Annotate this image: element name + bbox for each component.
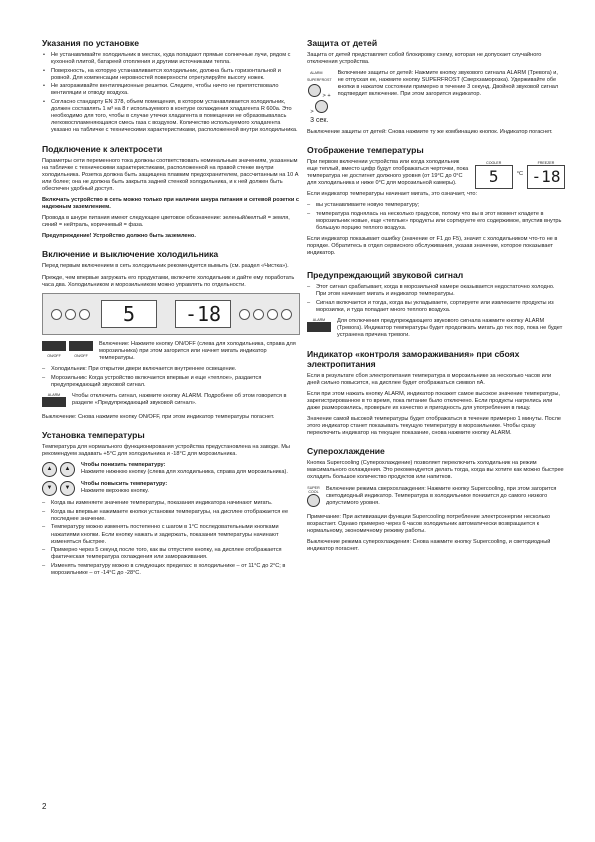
list-item: – Этот сигнал срабатывает, когда в морозильной камере оказывается недостаточно холодно. При этом начинает мигать и индикатор температуры. [307, 284, 565, 298]
list-item: – Примерно через 5 секунд после того, как вы отпустите кнопку, на дисплее отображается фактическая температура охлаждения или замораживания. [42, 547, 300, 561]
control-panel-illustration [42, 293, 300, 335]
alarm-button-icon: ALARM [307, 318, 331, 335]
child-row [307, 70, 565, 124]
supercool-section [307, 446, 565, 553]
child-off-text: Выключение защиты от детей: Снова нажмите ту же комбинацию кнопок. Индикатор погаснет. [307, 128, 553, 135]
list-item: – Сигнал включается и тогда, когда вы укладываете, сортируете или извлекаете продукты из морозилки, и туда попадает много теплого воздуха. [307, 300, 565, 314]
list-item: – Изменять температуру можно в следующих пределах: в холодильнике – от 11°C до 2°C; в морозильнике – от -14°C до -28°C. [42, 563, 300, 577]
alarm-title: Предупреждающий звуковой сигнал [307, 270, 464, 281]
panel-button-icon [79, 309, 90, 320]
list-item: – Когда вы изменяете значение температуры, показания индикатора начинают мигать. [42, 500, 300, 507]
install-title: Указания по установке [42, 38, 139, 48]
temp-list [42, 500, 300, 577]
list-item: • Не устанавливайте холодильник в местах, куда попадают прямые солнечные лучи, рядом с кухонной плитой, батареей отопления и другими источниками тепла. [42, 52, 300, 66]
right-column [307, 38, 565, 562]
power-wires: Провода в шнуре питания имеют следующее цветовое обозначение: зеленый/желтый = земля, синий = нейтраль, коричневый = фаза. [42, 215, 290, 229]
freezer-display: -18 [527, 165, 565, 189]
supercool-off-text: Выключение режима суперохлаждения: Снова нажмите кнопку Supercooling, и светодиодный индикатор погаснет. [307, 538, 551, 553]
alarm-button-icon: ALARM [42, 393, 66, 410]
list-item: – Холодильник: При открытии двери включается внутреннее освещение. [42, 366, 300, 373]
child-p1: Защита от детей представляет собой блокировку схему, которая не допускает случайного отключения устройства. [307, 52, 542, 66]
left-column [42, 38, 300, 586]
temp-buttons-icon: ▼ ▼ [42, 481, 75, 496]
onoff-p1: Перед первым включением в сеть холодильник рекомендуется вымыть (см. раздел «Чистка»). [42, 263, 289, 270]
poweroff-title: Индикатор «контроля замораживания» при сбоях электропитания [307, 348, 520, 369]
onoff-text: Включение: Нажмите кнопку ON/OFF (слева для холодильника, справа для морозильника) при этом загорится или начнет мигать индикатор температуры. [99, 340, 296, 361]
raise-text: Нажмите верхнюю кнопку. [81, 488, 149, 495]
poweroff-p2: Если при этом нажать кнопку ALARM, индикатор покажет самое высокое значение температуры, зарегистрированное в то время, пока питание было отключено. Если продукты нагрелись или даже разморозились, проверьте их качество и пригодность для употребления в пищу. [307, 390, 560, 411]
list-item: • Не загораживайте вентиляционные решетки. Следите, чтобы ничто не препятствовало вентиляции и отводу воздуха. [42, 83, 300, 97]
poweroff-p1: Если в результате сбоя электропитания температура в морозильнике за несколько часов или дней сильно повысится, на дисплее будет отображаться символ пА. [307, 372, 552, 386]
list-item: – температура поднялась на несколько градусов, потому что вы в этот момент кладете в морозильник новые, еще «теплые» продукты или сортируете его содержимое, впустив внутрь большую порцию теплого воздуха. [307, 211, 565, 232]
alarm-section [307, 270, 565, 339]
supercool-title: Суперохлаждение [307, 446, 385, 457]
child-section [307, 38, 565, 136]
raise-row [42, 481, 300, 496]
child-on-text: Включение защиты от детей: Нажмите кнопку звукового сигнала ALARM (Тревога) и, не отпуская ее, нажмите кнопку SUPERFROST (Сверхзаморозка). Удерживайте обе кнопки в нажатом состоянии примерно в течение 3 секунд. Двойной звуковой сигнал подтвердит включение. При этом загорится индикатор. [337, 70, 559, 98]
onoff-list [42, 366, 300, 389]
list-item: – Когда вы впервые нажимаете кнопки установки температуры, на дисплее отображается ее последнее значение. [42, 509, 300, 523]
display-p1: При первом включении устройства или когда холодильник еще теплый, вместо цифр будут отображаться черточки, пока температура не достигнет должного уровня (от 19°C до 0°C для холодильника и ниже 0°C для морозильной камеры). [307, 158, 469, 187]
page-number: 2 [42, 802, 47, 811]
temp-section [42, 430, 300, 577]
panel-button-icon [65, 309, 76, 320]
child-title: Защита от детей [307, 38, 378, 48]
power-paragraph: Параметры сети переменного тока должны соответствовать номинальным значениям, указанным на табличке с техническими характеристиками, расположенной на правой стенке внутри холодильника. Розетка должна быть защищена плавким предохранителем, рассчитанным на 10 А или более; она не должна быть закрыта задней стенкой холодильника, и к ней должен быть обеспечен удобный доступ. [42, 157, 299, 192]
power-warning: Включать устройство в сеть можно только при наличии шнура питания и сетевой розетки с надежным заземлением. [42, 197, 299, 211]
power-title: Подключение к электросети [42, 143, 163, 154]
raise-title: Чтобы повысить температуру: [81, 481, 168, 488]
onoff-title: Включение и выключение холодильника [42, 249, 219, 260]
onoff-button-icon: ON/OFF ON/OFF [42, 341, 93, 358]
child-buttons-icon: ALARMSUPERFROST > + > 3 сек. [307, 71, 332, 124]
display-p2: Если индикатор температуры начинает мигать, это означает, что: [307, 191, 478, 198]
onoff-p2: Прежде, чем впервые загружать его продуктами, включите холодильник и дайте ему поработать часа два. Холодильником и морозильником можно управлять по отдельности. [42, 274, 295, 288]
list-item: • Согласно стандарту EN 378, объем помещения, в котором устанавливается холодильник, должен составлять 1 м³ на 8 г используемого в контуре охлаждения хладагента R 600a. Это необходимо для того, чтобы в случае утечки хладагента в помещении не образовывалась легковоспламеняющаяся смесь газа с воздухом. Количество используемого хладагента указано на табличке с техническими характеристиками, расположенной внутри холодильника. [42, 99, 300, 134]
cooler-display: 5 [101, 300, 157, 328]
list-item: – вы устанавливаете новую температуру; [307, 202, 565, 209]
temp-p1: Температура для нормального функционирования устройства предустановлена на заводе. Мы рекомендуем задавать +5°C для холодильника и -18°C для морозильника. [42, 444, 290, 458]
install-list [42, 52, 300, 135]
lower-text: Нажмите нижнюю кнопку (слева для холодильника, справа для морозильника). [81, 469, 288, 476]
supercool-p1: Кнопка Supercooling (Суперохлаждение) позволяет переключить холодильник на режим максимального охлаждения. Это рекомендуется делать тогда, когда вы хотите как можно быстрее охладить большое количество продуктов или напитков. [307, 460, 564, 481]
alarm-row [42, 393, 300, 410]
onoff-row [42, 341, 300, 362]
panel-button-icon [267, 309, 278, 320]
supercool-button-icon: SUPER COOL [307, 486, 320, 510]
power-section [42, 144, 300, 241]
list-item: • Поверхность, на которую устанавливается холодильник, должна быть горизонтальной и ровной. Для компенсации неровностей поверхности отрегулируйте высоту ножек. [42, 68, 300, 82]
lower-title: Чтобы понизить температуру: [81, 462, 166, 469]
alarm-text: Для отключения предупреждающего звукового сигнала нажмите кнопку ALARM (Тревога). Индикатор температуры будет продолжать мигать до тех пор, пока не будет устранена причина тревоги. [337, 318, 563, 339]
poweroff-section [307, 349, 565, 438]
temp-buttons-icon: ▲ ▲ [42, 462, 75, 477]
display-list [307, 202, 565, 232]
supercool-note: Примечание: При активизации функции Supercooling потребление электроэнергии несколько возрастает. Однако примерно через 6 часов холодильник автоматически возвращается к нормальному, экономичному режиму работы. [307, 513, 551, 534]
panel-button-icon [51, 309, 62, 320]
alarm-text: Чтобы отключить сигнал, нажмите кнопку ALARM. Подробнее об этом говорится в разделе «Предупреждающий звуковой сигнал». [72, 392, 287, 406]
supercool-on-text: Включение режима сверхохлаждения: Нажмите кнопку Supercooling, при этом загорится светодиодный индикатор. Температура в холодильнике понизится до самого низкого допустимого уровня. [326, 485, 557, 506]
freezer-display: -18 [175, 300, 231, 328]
poweroff-p3: Значение самой высокой температуры будет отображаться в течение примерно 1 минуты. После этого индикатор станет показывать текущую температуру в морозильнике. Чтобы сразу переключить индикатор на текущее показание, снова нажмите кнопку ALARM. [307, 416, 561, 437]
power-ground: Предупреждение! Устройство должно быть заземлено. [42, 233, 196, 240]
supercool-row [307, 486, 565, 510]
lower-row [42, 462, 300, 477]
alarm-list [307, 284, 565, 314]
off-text: Выключение: Снова нажмите кнопку ON/OFF, при этом индикатор температуры погаснет. [42, 413, 275, 420]
temp-title: Установка температуры [42, 430, 145, 440]
panel-button-icon [239, 309, 250, 320]
panel-button-icon [281, 309, 292, 320]
display-illustration: COOLER 5 °C FREEZER -18 [475, 161, 565, 189]
panel-button-icon [253, 309, 264, 320]
alarm-row [307, 318, 565, 339]
onoff-section [42, 249, 300, 421]
display-title: Отображение температуры [307, 144, 424, 155]
install-section [42, 38, 300, 135]
list-item: – Температуру можно изменять постепенно с шагом в 1°C последовательными кнопками нажатиями кнопки. Если кнопку нажать и задержать, показания температуры начинают изменяться быстрее. [42, 524, 300, 545]
list-item: – Морозильник: Когда устройство включается впервые и еще «теплое», раздается предупреждающий звуковой сигнал. [42, 375, 300, 389]
display-section [307, 145, 565, 262]
display-p3: Если индикатор показывает ошибку (значение от F1 до F5), значит с холодильником что-то не в порядке. Обратитесь в отдел сервисного обслуживания, указав значение, которое показывает индикатор. [307, 236, 558, 257]
cooler-display: 5 [475, 165, 513, 189]
